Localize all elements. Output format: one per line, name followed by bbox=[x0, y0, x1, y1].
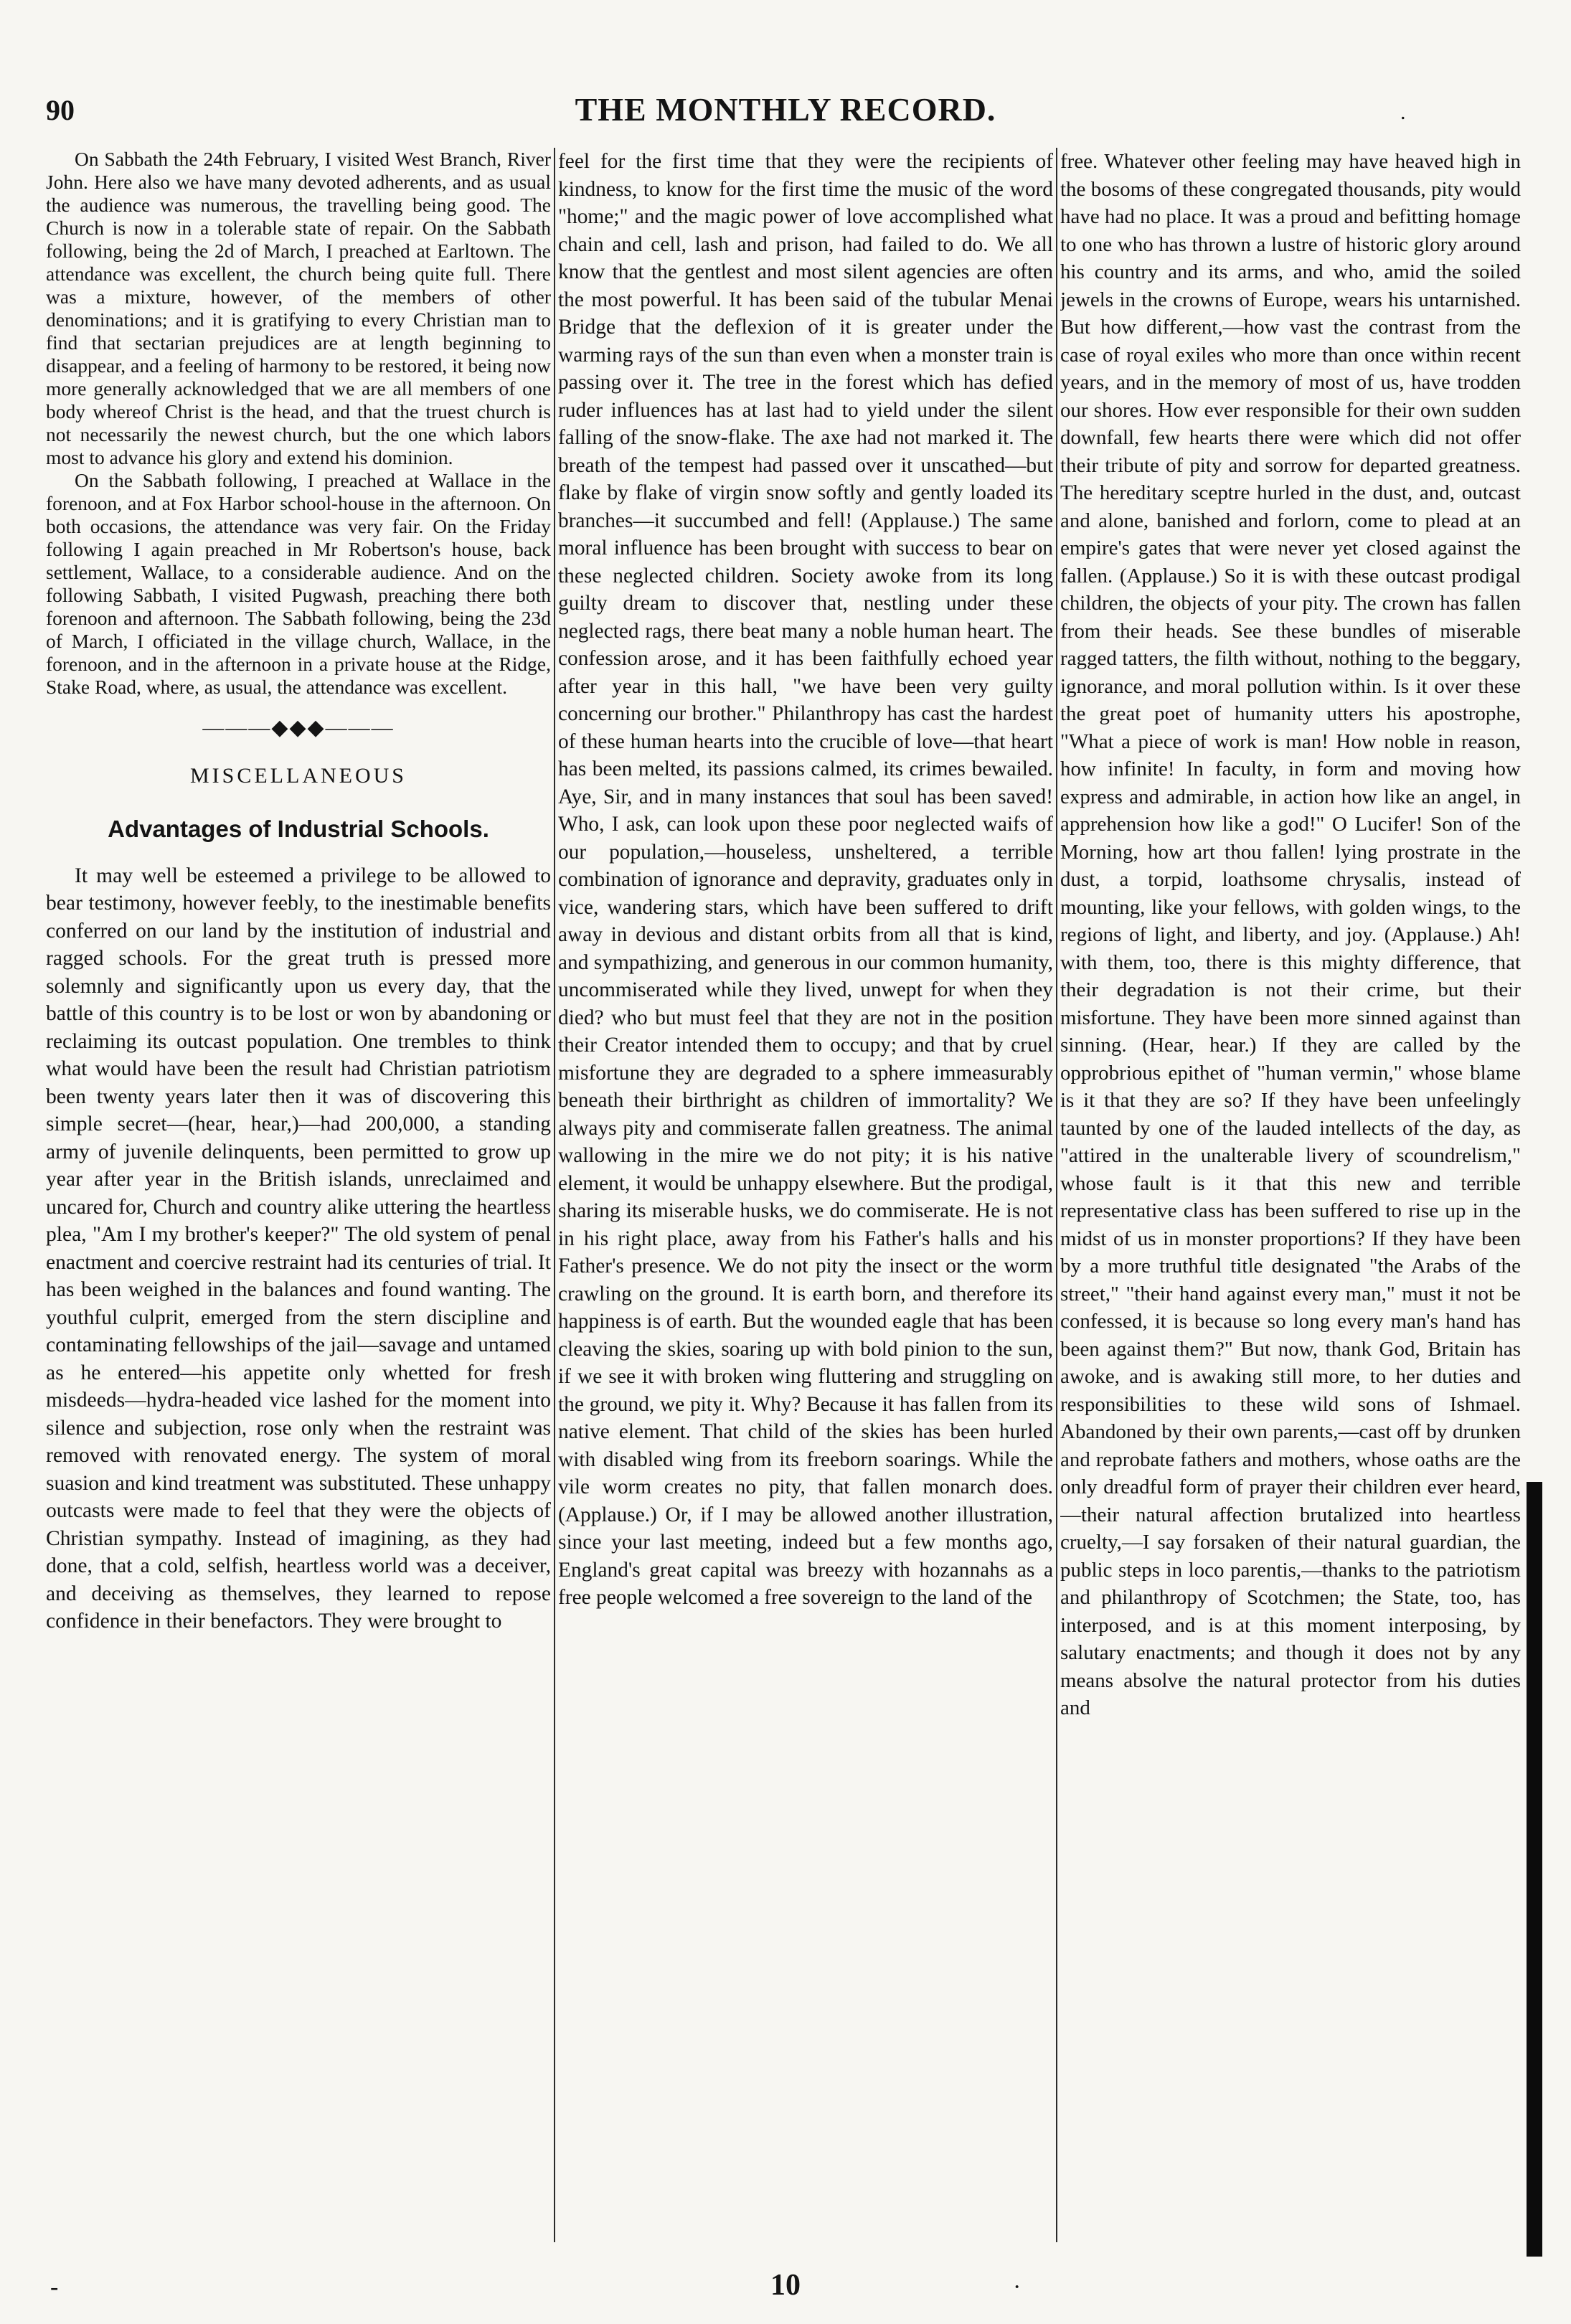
section-ornament: ———◆◆◆——— bbox=[202, 716, 395, 740]
footer-mark: · bbox=[1013, 2274, 1022, 2300]
article-paragraph: free. Whatever other feeling may have heaved high in the bosoms of these congregated thousands, pity would have had no place. It was a proud and befitting homage to one who has thrown a lustre of historic glory around his country and its arms, and who, amid the soiled jewels in the crowns of Europe, wears his untarnished. But how different,—how vast the contrast from the case of royal exiles who more than once within recent years, and in the memory of most of us, have trodden our shores. How ever responsible for their own sudden downfall, few hearts there were which did not offer their tribute of pity and sorrow for departed greatness. The hereditary sceptre hurled in the dust, and, outcast and alone, banished and forlorn, come to plead at an empire's gates that were never yet closed against the fallen. (Applause.) So it is with these outcast prodigal children, the objects of your pity. The crown has fallen from their heads. See these bundles of miserable ragged tatters, the filth without, nothing to the beggary, ignorance, and moral pollution within. Is it over these the great poet of humanity utters his apostrophe, "What a piece of work is man! How noble in reason, how infinite! In faculty, in form and moving how express and admirable, in action how like an angel, in apprehension how like a god!" O Lucifer! Son of the Morning, how art thou fallen! lying prostrate in the dust, a torpid, loathsome chrysalis, instead of mounting, like your fellows, with golden wings, to the regions of light, and liberty, and joy. (Applause.) Ah! with them, too, there is this mighty difference, that their degradation is not their crime, but their misfortune. They have been more sinned against than sinning. (Hear, hear.) If they are called by the opprobrious epithet of "human vermin," whose blame is it that they are so? If they have been unfeelingly taunted by one of the lauded intellects of the day, as "attired in the unalterable livery of scoundrelism," whose fault is it that this new and terrible representative class has been suffered to rise up in the midst of us in monster proportions? If they have been by a more truthful title designated "the Arabs of the street," "their hand against every man," must it not be confessed, it is because so long every man's hand has been against them?" But now, thank God, Britain has awoke, and is awaking still more, to her duties and responsibilities to these wild sons of Ishmael. Abandoned by their own parents,—cast off by drunken and reprobate fathers and mothers, whose oaths are the only dreadful form of prayer their children ever heard,—their natural affection brutalized into heartless cruelty,—I say forsaken of their natural guardian, the public steps in loco parentis,—thanks to the patriotism and philanthropy of Scotchmen; the State, too, has interposed, and is at this moment interposing, by salutary enactments; and though it does not by any means absolve the natural protector from his duties and bbox=[1060, 150, 1521, 1719]
column-right bbox=[1060, 148, 1521, 2285]
header-dot: . bbox=[1400, 100, 1406, 124]
mission-report bbox=[46, 148, 551, 699]
signature-mark: 10 bbox=[770, 2269, 801, 2302]
report-paragraph: On the Sabbath following, I preached at Wallace in the forenoon, and at Fox Harbor school-house in the afternoon. On both occasions, the attendance was very fair. On the Friday following I again preached in Mr Robertson's house, back settlement, Wallace, to a considerable audience. And on the following Sabbath, I visited Pugwash, preaching there both forenoon and afternoon. The Sabbath following, being the 23d of March, I officiated in the village church, Wallace, in the forenoon, and in the afternoon in a private house at the Ridge, Stake Road, where, as usual, the attendance was excellent. bbox=[46, 469, 551, 698]
column-middle bbox=[558, 148, 1053, 2285]
column-rule bbox=[1056, 148, 1057, 2242]
column-left bbox=[46, 148, 551, 2285]
section-heading: MISCELLANEOUS bbox=[189, 763, 407, 788]
running-title: THE MONTHLY RECORD. bbox=[575, 91, 996, 128]
article-title: Advantages of Industrial Schools. bbox=[108, 816, 489, 842]
article-paragraph: feel for the first time that they were the recipients of kindness, to know for the first time the music of the word "home;" and the magic power of love accomplished what chain and cell, lash and prison, had failed to do. We all know that the gentlest and most silent agencies are often the most powerful. It has been said of the tubular Menai Bridge that the deflexion of it is greater under the warming rays of the sun than even when a monster train is passing over it. The tree in the forest which has defied ruder influences has at last had to yield under the silent falling of the snow-flake. The axe had not marked it. The breath of the tempest had passed over it unscathed—but flake by flake of virgin snow softly and gently loaded its branches—it succumbed and fell! (Applause.) The same moral influence has been brought with success to bear on these neglected children. Society awoke from its long guilty dream to discover that, nestling under these neglected rags, there beat many a noble human heart. The confession arose, and it has been faithfully echoed year after year in this hall, "we have been very guilty concerning our brother." Philanthropy has cast the hardest of these human hearts into the crucible of love—that heart has been melted, its passions calmed, its crimes bewailed. Aye, Sir, and in many instances that soul has been saved! Who, I ask, can look upon these poor neglected waifs of our population,—houseless, unsheltered, a terrible combination of ignorance and depravity, graduates only in vice, wandering stars, which have been suffered to drift away in devious and distant orbits from all that is kind, and sympathizing, and generous in our common humanity, uncommiserated while they lived, unwept for when they died? who but must feel that they are not in the position their Creator intended them to occupy; and that by cruel misfortune they are degraded to a sphere immeasurably beneath their birthright as children of immortality? We always pity and commiserate fallen greatness. The animal wallowing in the mire we do not pity; it is his native element, it would be unhappy elsewhere. But the prodigal, sharing its miserable husks, we do commiserate. He is not in his right place, away from his Father's halls and his Father's presence. We do not pity the insect or the worm crawling on the ground. It is earth born, and therefore its happiness is of earth. But the wounded eagle that has been cleaving the skies, soaring up with bold pinion to the sun, if we see it with broken wing fluttering and struggling on the ground, we pity it. Why? Because it has fallen from its native element. That child of the skies has been hurled with disabled wing from its freeborn soarings. While the vile worm creates no pity, that fallen monarch does. (Applause.) Or, if I may be allowed another illustration, since your last meeting, indeed but a few months ago, England's great capital was breezy with hozannahs as a free people welcomed a free sovereign to the land of the bbox=[558, 150, 1053, 1609]
footer-mark: - bbox=[50, 2274, 59, 2300]
article-paragraph: It may well be esteemed a privilege to be allowed to bear testimony, however feebly, to the inestimable benefits conferred on our land by the institution of industrial and ragged schools. For the great truth is pressed more solemnly and significantly upon us every day, that the battle of this country is to be lost or won by abandoning or reclaiming its outcast population. One trembles to think what would have been the result had Christian patriotism been twenty years later then it was of discovering this simple secret—(hear, hear,)—had 200,000, a standing army of juvenile delinquents, been permitted to grow up year after year in the British islands, unreclaimed and uncared for, Church and country alike uttering the heartless plea, "Am I my brother's keeper?" The old system of penal enactment and coercive restraint had its centuries of trial. It has been weighed in the balances and found wanting. The youthful culprit, emerged from the stern discipline and contaminating fellowships of the jail—savage and untamed as he entered—his appetite only whetted for fresh misdeeds—hydra-headed vice lashed for the moment into silence and subjection, rose only when the restraint was removed with renovated energy. The system of moral suasion and kind treatment was substituted. These unhappy outcasts were made to feel that they were the objects of Christian sympathy. Instead of imagining, as they had done, that a cold, selfish, heartless world was a deceiver, and deceiving as themselves, they learned to repose confidence in their benefactors. They were brought to bbox=[46, 864, 551, 1633]
report-paragraph: On Sabbath the 24th February, I visited West Branch, River John. Here also we have many devoted adherents, and as usual the audience was numerous, the travelling being good. The Church is now in a tolerable state of repair. On the Sabbath following, being the 2d of March, I preached at Earltown. The attendance was excellent, the church being quite full. There was a mixture, however, of the members of other denominations; and it is gratifying to every Christian man to find that sectarian prejudices are at length beginning to disappear, and a feeling of harmony to be restored, it being now more generally acknowledged that we are all members of one body whereof Christ is the head, and that the truest church is not necessarily the newest church, but the one which labors most to advance his glory and extend his dominion. bbox=[46, 148, 551, 468]
column-rule bbox=[554, 148, 555, 2242]
binding-edge-shadow bbox=[1527, 1482, 1542, 2257]
page-number: 90 bbox=[46, 94, 75, 126]
